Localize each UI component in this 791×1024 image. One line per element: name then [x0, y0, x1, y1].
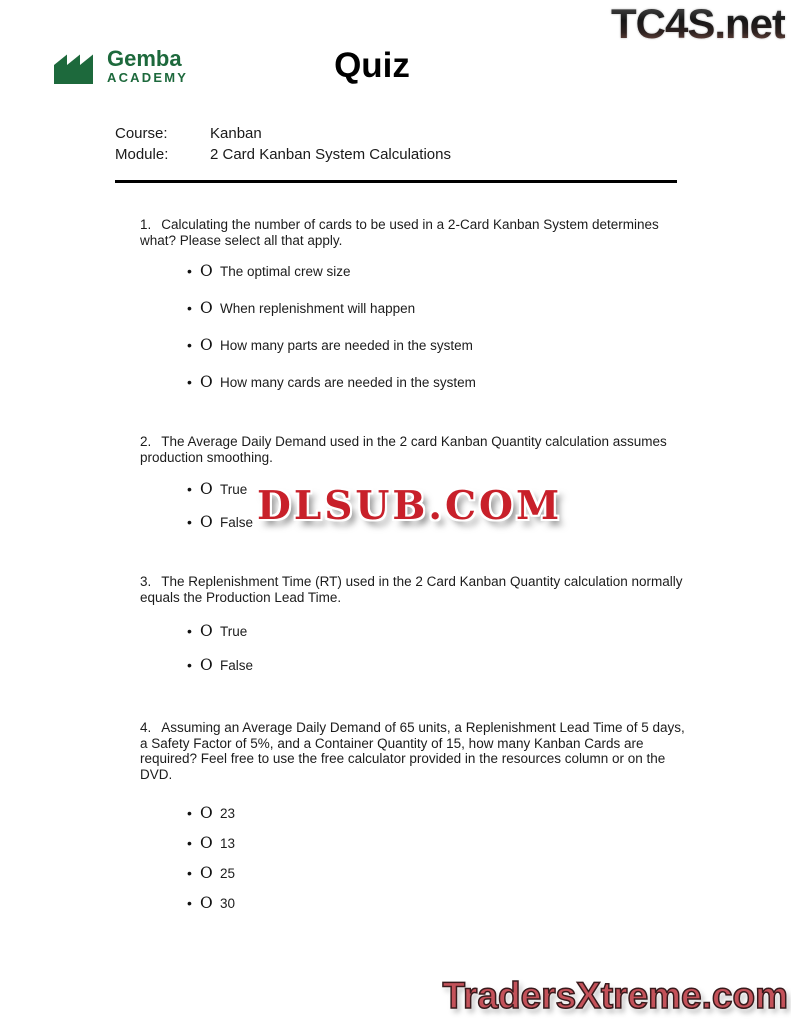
question-block: [140, 217, 692, 390]
radio-circle-icon: O: [200, 893, 213, 912]
question-text: [140, 720, 688, 782]
option-label: 13: [220, 835, 236, 851]
radio-circle-icon: O: [200, 863, 213, 882]
option-label: How many cards are needed in the system: [220, 374, 476, 390]
option-label: 23: [220, 805, 236, 821]
option-label: False: [220, 657, 254, 673]
bullet-icon: •: [187, 299, 192, 316]
module-label: Module:: [115, 146, 169, 163]
radio-circle-icon: O: [200, 261, 213, 280]
option-label: 30: [220, 895, 236, 911]
option-label: The optimal crew size: [220, 263, 351, 279]
course-meta: [115, 123, 451, 165]
radio-circle-icon: O: [200, 803, 213, 822]
question-block: [140, 720, 692, 911]
bullet-icon: •: [187, 262, 192, 279]
question-number: 1.: [140, 217, 152, 232]
radio-circle-icon: O: [200, 833, 213, 852]
bullet-icon: •: [187, 656, 192, 673]
options-list: [140, 261, 692, 391]
question-number: 3.: [140, 574, 152, 589]
module-value: 2 Card Kanban System Calculations: [210, 146, 451, 163]
answer-option-row: [140, 621, 692, 640]
option-label: True: [220, 481, 248, 497]
question-text: [140, 217, 688, 248]
bullet-icon: •: [187, 480, 192, 497]
question-body-text: Assuming an Average Daily Demand of 65 units, a Replenishment Lead Time of 5 days, a Safety Factor of 5%, and a Container Quantity of 15, how many Kanban Cards are required? Feel free to use the free calculator provided in the resources column or on the DVD.: [140, 720, 685, 782]
answer-option-row: [140, 863, 692, 882]
options-list: [140, 803, 692, 912]
radio-circle-icon: O: [200, 512, 213, 531]
question-text: [140, 574, 688, 605]
option-label: False: [220, 514, 254, 530]
bullet-icon: •: [187, 622, 192, 639]
tc4s-watermark: TC4S.net: [610, 0, 785, 47]
answer-option-row: [140, 655, 692, 674]
course-label: Course:: [115, 125, 168, 142]
radio-circle-icon: O: [200, 621, 213, 640]
question-body-text: The Replenishment Time (RT) used in the 2 Card Kanban Quantity calculation normally equals the Production Lead Time.: [140, 574, 683, 605]
course-row: [115, 123, 451, 144]
question-number: 4.: [140, 720, 152, 735]
option-label: When replenishment will happen: [220, 300, 416, 316]
bullet-icon: •: [187, 336, 192, 353]
question-body-text: The Average Daily Demand used in the 2 card Kanban Quantity calculation assumes production smoothing.: [140, 434, 667, 465]
radio-circle-icon: O: [200, 479, 213, 498]
bullet-icon: •: [187, 864, 192, 881]
radio-circle-icon: O: [200, 655, 213, 674]
answer-option-row: [140, 261, 692, 280]
question-text: [140, 434, 688, 465]
bullet-icon: •: [187, 373, 192, 390]
radio-circle-icon: O: [200, 372, 213, 391]
option-label: True: [220, 623, 248, 639]
radio-circle-icon: O: [200, 335, 213, 354]
module-row: [115, 144, 451, 165]
answer-option-row: [140, 335, 692, 354]
answer-option-row: [140, 893, 692, 912]
answer-option-row: [140, 298, 692, 317]
bullet-icon: •: [187, 804, 192, 821]
options-list: [140, 621, 692, 674]
answer-option-row: [140, 833, 692, 852]
logo-sub-text: ACADEMY: [107, 70, 189, 85]
answer-option-row: [140, 803, 692, 822]
horizontal-rule: [115, 180, 677, 183]
page-title: Quiz: [334, 46, 410, 85]
dlsub-watermark: DLSUB.COM: [257, 483, 563, 529]
question-number: 2.: [140, 434, 152, 449]
option-label: How many parts are needed in the system: [220, 337, 473, 353]
bullet-icon: •: [187, 894, 192, 911]
option-label: 25: [220, 865, 236, 881]
radio-circle-icon: O: [200, 298, 213, 317]
title-band: [52, 46, 692, 86]
question-body-text: Calculating the number of cards to be used in a 2-Card Kanban System determines what? Please select all that apply.: [140, 217, 659, 248]
bullet-icon: •: [187, 834, 192, 851]
bullet-icon: •: [187, 513, 192, 530]
course-value: Kanban: [210, 125, 262, 142]
question-block: [140, 574, 692, 673]
answer-option-row: [140, 372, 692, 391]
tradersxtreme-watermark: TradersXtreme.com: [442, 975, 788, 1016]
logo-name-text: Gemba: [107, 46, 182, 71]
